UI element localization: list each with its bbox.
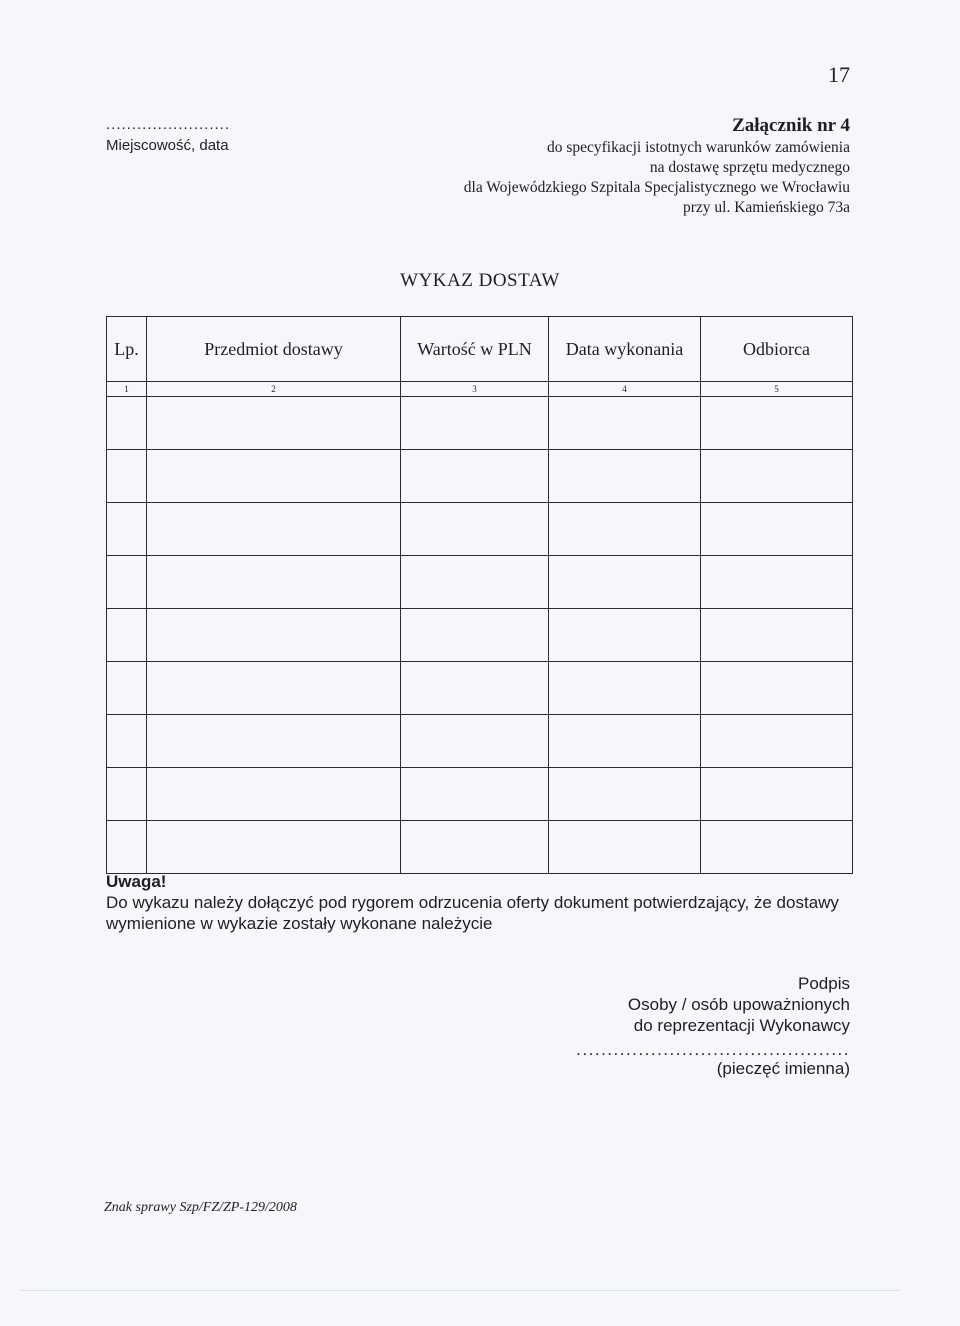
table-row bbox=[107, 397, 853, 450]
table-cell bbox=[401, 715, 549, 768]
table-cell bbox=[701, 397, 853, 450]
table-row bbox=[107, 450, 853, 503]
table-cell bbox=[401, 609, 549, 662]
table-cell bbox=[147, 397, 401, 450]
table-cell bbox=[107, 715, 147, 768]
deliveries-table bbox=[106, 316, 853, 874]
table-cell bbox=[549, 821, 701, 874]
table-cell bbox=[549, 556, 701, 609]
table-cell bbox=[549, 609, 701, 662]
table-cell bbox=[549, 397, 701, 450]
table-cell bbox=[401, 768, 549, 821]
table-cell bbox=[549, 768, 701, 821]
table-cell bbox=[147, 662, 401, 715]
table-cell bbox=[701, 450, 853, 503]
table-cell bbox=[107, 609, 147, 662]
page-number: 17 bbox=[828, 62, 850, 87]
table-cell bbox=[401, 503, 549, 556]
table-header-row bbox=[107, 317, 853, 382]
table-cell bbox=[701, 503, 853, 556]
header-lp: Lp. bbox=[107, 317, 147, 382]
place-date-label: Miejscowość, data bbox=[106, 137, 229, 154]
annex-line: na dostawę sprzętu medycznego bbox=[649, 159, 850, 176]
column-number: 1 bbox=[107, 382, 147, 397]
table-cell bbox=[401, 397, 549, 450]
note-label: Uwaga! bbox=[106, 872, 167, 891]
annex-header bbox=[464, 114, 850, 218]
table-cell bbox=[701, 556, 853, 609]
header-date: Data wykonania bbox=[549, 317, 701, 382]
table-cell bbox=[701, 715, 853, 768]
annex-title: Załącznik nr 4 bbox=[732, 115, 850, 136]
signature-line: Osoby / osób upoważnionych bbox=[627, 995, 850, 1014]
signature-line: Podpis bbox=[798, 974, 850, 993]
table-row bbox=[107, 821, 853, 874]
header-value: Wartość w PLN bbox=[401, 317, 549, 382]
signature-dotted-line: ............................................ bbox=[576, 1040, 850, 1059]
column-number: 3 bbox=[401, 382, 549, 397]
table-cell bbox=[147, 450, 401, 503]
table-cell bbox=[401, 556, 549, 609]
table-cell bbox=[701, 609, 853, 662]
header-recipient: Odbiorca bbox=[701, 317, 853, 382]
table-cell bbox=[549, 715, 701, 768]
note-text: Do wykazu należy dołączyć pod rygorem odrzucenia oferty dokument potwierdzający, że dostawy wymienione w wykazie zostały wykonane należycie bbox=[106, 893, 839, 933]
table-cell bbox=[107, 397, 147, 450]
table-cell bbox=[107, 662, 147, 715]
table-cell bbox=[147, 715, 401, 768]
table-cell bbox=[147, 768, 401, 821]
table-cell bbox=[147, 821, 401, 874]
table-row bbox=[107, 715, 853, 768]
table-cell bbox=[147, 503, 401, 556]
annex-line: przy ul. Kamieńskiego 73a bbox=[682, 199, 850, 216]
table-row bbox=[107, 609, 853, 662]
table-cell bbox=[549, 662, 701, 715]
table-cell bbox=[147, 609, 401, 662]
table-cell bbox=[107, 450, 147, 503]
table-cell bbox=[107, 768, 147, 821]
table-cell bbox=[549, 503, 701, 556]
table-cell bbox=[401, 450, 549, 503]
annex-line: dla Wojewódzkiego Szpitala Specjalistycznego we Wrocławiu bbox=[463, 179, 850, 196]
table-cell bbox=[549, 450, 701, 503]
table-cell bbox=[701, 662, 853, 715]
table-cell bbox=[107, 503, 147, 556]
column-number-row bbox=[107, 382, 853, 397]
case-reference: Znak sprawy Szp/FZ/ZP-129/2008 bbox=[104, 1200, 297, 1215]
annex-line: do specyfikacji istotnych warunków zamówienia bbox=[546, 139, 850, 156]
table-cell bbox=[107, 821, 147, 874]
column-number: 2 bbox=[147, 382, 401, 397]
table-cell bbox=[147, 556, 401, 609]
note-block bbox=[106, 871, 866, 934]
table-cell bbox=[701, 821, 853, 874]
signature-line: do reprezentacji Wykonawcy bbox=[633, 1016, 850, 1035]
table-cell bbox=[701, 768, 853, 821]
table-cell bbox=[107, 556, 147, 609]
table-cell bbox=[401, 821, 549, 874]
table-cell bbox=[401, 662, 549, 715]
column-number: 4 bbox=[549, 382, 701, 397]
list-title: WYKAZ DOSTAW bbox=[400, 270, 560, 291]
place-date-dotted-line: ........................ bbox=[106, 116, 231, 133]
table-row bbox=[107, 662, 853, 715]
signature-block bbox=[576, 973, 850, 1079]
table-row bbox=[107, 503, 853, 556]
column-number: 5 bbox=[701, 382, 853, 397]
scan-edge-divider bbox=[20, 1290, 900, 1291]
stamp-label: (pieczęć imienna) bbox=[716, 1059, 850, 1078]
table-row bbox=[107, 556, 853, 609]
table-row bbox=[107, 768, 853, 821]
header-subject: Przedmiot dostawy bbox=[147, 317, 401, 382]
